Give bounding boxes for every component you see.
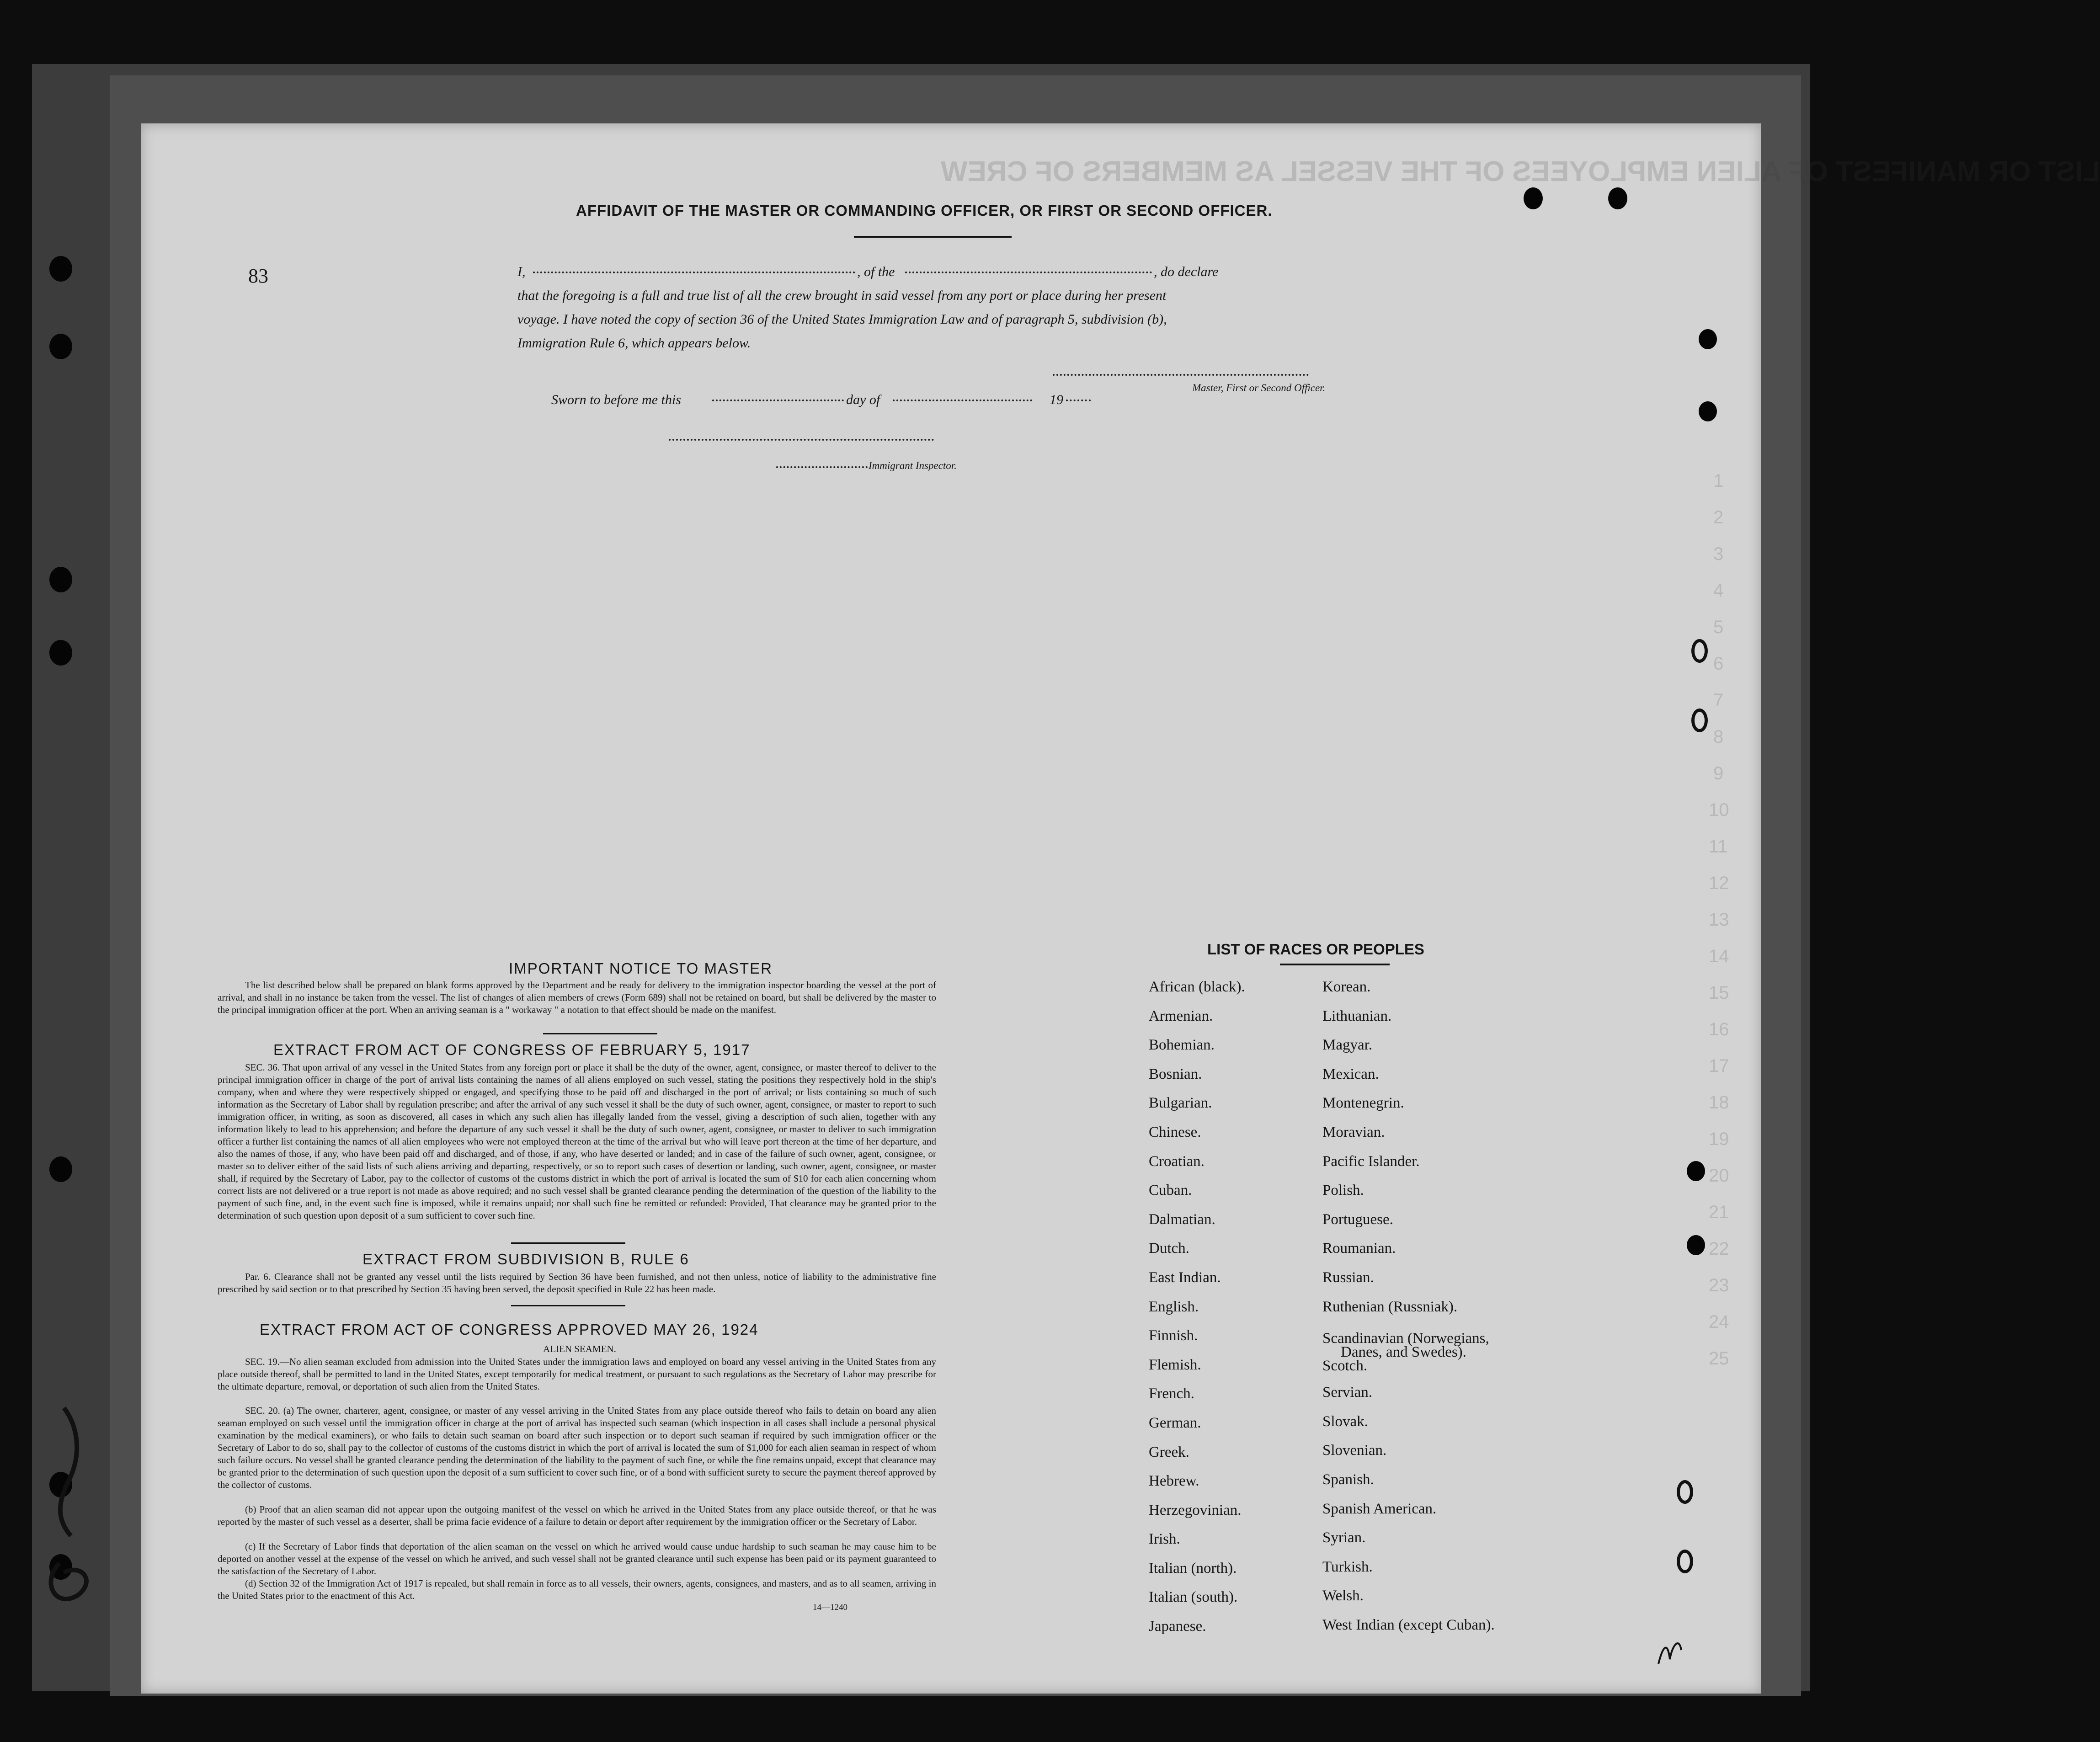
race-item: Irish.: [1149, 1531, 1180, 1548]
master-signature-line[interactable]: [1053, 374, 1309, 376]
races-title: LIST OF RACES OR PEOPLES: [1207, 941, 1424, 958]
bleed-through-rownum: 25: [1709, 1348, 1729, 1369]
extract-1917-rule: [511, 1242, 625, 1244]
race-item: Slovenian.: [1322, 1442, 1387, 1459]
page-hole: [1691, 639, 1708, 663]
races-left-column: [1149, 973, 1245, 1641]
extract-1924-sec20d: (d) Section 32 of the Immigration Act of 1917 is repealed, but shall remain in force as to all vessels, their owners, agents, consignees, and masters, and as to all seamen, arriving in the United States prior to the enactment of this Act.: [218, 1578, 936, 1601]
bleed-through-rownum: 4: [1713, 581, 1724, 601]
manifest-page: [141, 123, 2100, 1694]
page-hole: [1687, 1161, 1705, 1181]
race-item: Chinese.: [1149, 1124, 1201, 1140]
sworn-day-blank[interactable]: [712, 400, 844, 401]
bleed-through-rownum: 3: [1713, 544, 1724, 564]
bleed-through-rownum: 24: [1709, 1312, 1729, 1332]
race-item: German.: [1149, 1414, 1201, 1431]
race-item: Syrian.: [1322, 1529, 1366, 1546]
affidavit-line-2: that the foregoing is a full and true list of all the crew brought in said vessel from any port or place during her present: [517, 288, 1167, 303]
race-item: French.: [1149, 1385, 1194, 1402]
race-item: Scotch.: [1322, 1358, 1368, 1374]
extract-1924-title: EXTRACT FROM ACT OF CONGRESS APPROVED MAY 26, 1924: [260, 1321, 759, 1338]
race-item: Servian.: [1322, 1384, 1373, 1401]
race-item: West Indian (except Cuban).: [1322, 1616, 1495, 1633]
race-item: Greek.: [1149, 1444, 1189, 1460]
bleed-through-rownum: 17: [1709, 1056, 1729, 1076]
affidavit-line-4: Immigration Rule 6, which appears below.: [517, 336, 751, 351]
page-hole: [1677, 1480, 1693, 1504]
page-hole: [1608, 187, 1627, 209]
race-item: Moravian.: [1322, 1124, 1385, 1140]
bleed-through-rownum: 21: [1709, 1202, 1729, 1222]
affidavit-title-rule: [854, 236, 1012, 238]
day-of-label: day of: [846, 392, 880, 407]
extract-1924-sec20b: (b) Proof that an alien seaman did not appear upon the outgoing manifest of the vessel on which he arrived in the United States from any place outside thereof, or that he was reported by the master of such vessel as a deserter, shall be prima facie evidence of a failure to detain or deport after requirement by the immigration officer or the Secretary of Labor.: [218, 1504, 936, 1527]
bleed-through-rownum: 23: [1709, 1275, 1729, 1295]
page-number: 83: [248, 265, 268, 287]
race-item: Montenegrin.: [1322, 1095, 1404, 1112]
race-item: Mexican.: [1322, 1065, 1379, 1082]
page-hole: [1524, 187, 1543, 209]
extract-1917-title: EXTRACT FROM ACT OF CONGRESS OF FEBRUARY 5, 1917: [273, 1041, 751, 1058]
race-item: Bulgarian.: [1149, 1095, 1212, 1112]
race-item: Magyar.: [1322, 1037, 1373, 1054]
race-item: Spanish.: [1322, 1471, 1374, 1488]
bleed-through-rownum: 22: [1709, 1239, 1729, 1259]
bleed-through-rownum: 13: [1709, 910, 1729, 930]
extract-1924-sec19: SEC. 19.—No alien seaman excluded from admission into the United States under the immigration laws and employed on board any vessel arriving in the United States from any place outside thereof, shall be permitted to land in the United States, except temporarily for medical treatment, or pursuant to such regulations as the Secretary of Labor may prescribe for the ultimate departure, removal, or deportation of such alien from the United States.: [218, 1356, 936, 1392]
affidavit-of-the: , of the: [857, 264, 895, 279]
race-item: Korean.: [1322, 979, 1371, 995]
binder-hole: [49, 256, 72, 282]
master-name-blank[interactable]: [533, 272, 855, 273]
race-item: Dutch.: [1149, 1240, 1189, 1257]
race-item: Bohemian.: [1149, 1037, 1215, 1054]
bleed-through-heading: LIST OR MANIFEST OF ALIEN EMPLOYEES OF THE VESSEL AS MEMBERS OF CREW: [941, 156, 2100, 187]
extract-1924-sec20a: SEC. 20. (a) The owner, charterer, agent, consignee, or master of any vessel arriving in the United States from any place outside thereof who fails to detain on board any alien seaman employed on such vessel until the immigration officer in charge at the port of arrival has inspected such seaman (which inspection in all cases shall include a personal physical examination by the medical examiners), or who fails to detain such seaman on board after such inspection or to deport such seaman if required by such immigration officer or the Secretary of Labor to do so, shall pay to the collector of customs of the customs district in which the port of arrival is located the sum of $1,000 for each alien seaman in respect of whom such failure occurs. No vessel shall be granted clearance pending the determination of the liability to the payment of such fine, or while the fine remains unpaid, except that clearance may be granted prior to the determination of such question upon the deposit of a sum sufficient to cover such fine, or of a bond with sufficient surety to secure the payment thereof approved by the collector of customs.: [218, 1405, 936, 1490]
page-hole: [1687, 1235, 1705, 1255]
pen-mark: [1654, 1632, 1690, 1668]
binder-hole: [49, 567, 72, 592]
extract-1924-sec20c: (c) If the Secretary of Labor finds that deportation of the alien seaman on the vessel on which he arrived would cause undue hardship to such seaman he may cause him to be deported on another vessel at the expense of the vessel on which he arrived, and such vessel shall not be granted clearance until such expense has been paid or its payment guaranteed to the satisfaction of the Secretary of Labor.: [218, 1541, 936, 1577]
race-item: Japanese.: [1149, 1618, 1206, 1635]
bleed-through-rownum: 7: [1713, 690, 1724, 710]
race-item: East Indian.: [1149, 1269, 1221, 1286]
handwritten-mark: [27, 1399, 101, 1614]
race-item: Spanish American.: [1322, 1500, 1437, 1517]
race-item: Herzegovinian.: [1149, 1502, 1242, 1518]
binder-hole: [49, 640, 72, 666]
page-hole: [1691, 709, 1708, 732]
race-item: Finnish.: [1149, 1327, 1198, 1344]
race-item: Hebrew.: [1149, 1473, 1199, 1490]
race-item: English.: [1149, 1298, 1199, 1315]
inspector-name-line[interactable]: [776, 466, 868, 468]
sworn-year-blank[interactable]: [1066, 400, 1091, 401]
inspector-label: Immigrant Inspector.: [869, 460, 957, 471]
races-right-column: [1322, 973, 1495, 1640]
rule6-title: EXTRACT FROM SUBDIVISION B, RULE 6: [362, 1251, 689, 1268]
affidavit-title: AFFIDAVIT OF THE MASTER OR COMMANDING OFFICER, OR FIRST OR SECOND OFFICER.: [576, 202, 1273, 219]
race-item: Flemish.: [1149, 1356, 1201, 1373]
bleed-through-rownum: 20: [1709, 1166, 1729, 1186]
race-item: African (black).: [1149, 979, 1245, 995]
race-item: Pacific Islander.: [1322, 1153, 1420, 1170]
race-item: Welsh.: [1322, 1588, 1364, 1604]
race-item: Cuban.: [1149, 1182, 1192, 1199]
race-item: Roumanian.: [1322, 1240, 1396, 1257]
bleed-through-rownum: 18: [1709, 1092, 1729, 1113]
inspector-signature-line[interactable]: [669, 439, 934, 441]
races-title-rule: [1280, 964, 1390, 965]
year-prefix-label: 19: [1050, 392, 1063, 407]
bleed-through-rownum: 6: [1713, 654, 1724, 674]
race-item: Danes, and Swedes).: [1341, 1344, 1466, 1361]
race-item: Italian (north).: [1149, 1560, 1237, 1577]
bleed-through-rownum: 1: [1713, 471, 1724, 491]
bleed-through-rownum: 15: [1709, 983, 1729, 1003]
bleed-through-rownum: 2: [1713, 507, 1724, 527]
race-item: Turkish.: [1322, 1558, 1373, 1575]
bleed-through-rownum: 10: [1709, 800, 1729, 820]
race-item: Portuguese.: [1322, 1211, 1393, 1228]
bleed-through-rownum: 11: [1709, 836, 1728, 857]
race-item: Lithuanian.: [1322, 1007, 1392, 1024]
binder-hole: [49, 1156, 72, 1182]
affidavit-i: I,: [517, 264, 526, 279]
notice-rule: [543, 1033, 657, 1034]
page-hole: [1699, 329, 1717, 349]
bleed-through-rownum: 12: [1709, 873, 1729, 893]
rule6-rule: [511, 1305, 625, 1306]
page-hole: [1677, 1550, 1693, 1573]
affidavit-declare: , do declare: [1154, 264, 1219, 279]
race-item: Italian (south).: [1149, 1589, 1238, 1606]
vessel-name-blank[interactable]: [905, 272, 1152, 273]
bleed-through-rownum: 8: [1713, 727, 1724, 747]
bleed-through-rownum: 19: [1709, 1129, 1729, 1149]
bleed-through-rownum: 14: [1709, 946, 1729, 966]
page-hole: [1699, 401, 1717, 421]
affidavit-line-3: voyage. I have noted the copy of section 36 of the United States Immigration Law and of paragraph 5, subdivision (b),: [517, 312, 1167, 327]
master-signature-label: Master, First or Second Officer.: [1192, 382, 1326, 394]
race-item: Croatian.: [1149, 1153, 1205, 1170]
bleed-through-rownum: 9: [1713, 763, 1724, 783]
rule6-text: Par. 6. Clearance shall not be granted any vessel until the lists required by Section 36 have been furnished, and not then unless, notice of liability to the administrative fine prescribed by said section or to that prescribed by Section 35 having been served, the deposit specified in Rule 22 has been made.: [218, 1271, 936, 1295]
notice-title: IMPORTANT NOTICE TO MASTER: [509, 960, 773, 977]
race-item: Slovak.: [1322, 1413, 1368, 1430]
bleed-through-rownum: 5: [1713, 617, 1724, 637]
binder-hole: [49, 334, 72, 359]
race-item: Bosnian.: [1149, 1065, 1202, 1082]
notice-text: The list described below shall be prepared on blank forms approved by the Department and be ready for delivery to the immigration inspector boarding the vessel at the port of arrival, and shall in no instance be taken from the vessel. The list of changes of alien members of crews (Form 689) shall not be retained on board, but shall be delivered by the master to the principal immigration officer at the port. When an arriving seaman is a " workaway " a notation to that effect should be made on the manifest.: [218, 980, 936, 1015]
race-item: Russian.: [1322, 1269, 1374, 1286]
race-item: Armenian.: [1149, 1007, 1213, 1024]
sworn-month-blank[interactable]: [893, 400, 1032, 401]
extract-1924-subtitle: ALIEN SEAMEN.: [543, 1343, 616, 1354]
race-item: Dalmatian.: [1149, 1211, 1215, 1228]
sworn-before-label: Sworn to before me this: [551, 392, 681, 407]
form-number: 14—1240: [813, 1603, 847, 1612]
extract-1917-text: SEC. 36. That upon arrival of any vessel in the United States from any foreign port or place it shall be the duty of the owner, agent, consignee, or master thereof to deliver to the principal immigration officer in charge of the port of arrival lists containing the names of all aliens employed on such vessel, stating the positions they respectively hold in the ship's company, when and where they were respectively shipped or engaged, and specifying those to be paid off and discharged in the port of arrival; or lists containing so much of such information as the Secretary of Labor shall by regulation prescribe; and after the arrival of any such vessel it shall be the duty of such owner, agent, consignee, or master to report to such immigration officer, in writing, as soon as discovered, all cases in which any such alien has illegally landed from the vessel, giving a description of such alien, together with any information likely to lead to his apprehension; and before the departure of any such vessel it shall be the duty of such owner, agent, consignee, or master to deliver to such immigration officer a further list containing the names of all alien employees who were not employed thereon at the time of the arrival but who will leave port thereon at the time of her departure, and also the names of those, if any, who have been paid off and discharged, and of those, if any, who have deserted or landed; and in case of the failure of such owner, agent, consignee, or master so to deliver either of the said lists of such aliens arriving and departing, respectively, or so to report such cases of desertion or landing, such owner, agent, consignee, or master shall, if required by the Secretary of Labor, pay to the collector of customs of the customs district in which the port of arrival is located the sum of $10 for each alien concerning whom correct lists are not delivered or a true report is not made as above required; and no such vessel shall be granted clearance pending the determination of the question of the liability to the payment of such fine, and, in the event such fine is imposed, while it remains unpaid; nor shall such fine be remitted or refunded: Provided, That clearance may be granted prior to the determination of such question upon deposit of a sum sufficient to cover such fine.: [218, 1062, 936, 1221]
race-item: Ruthenian (Russniak).: [1322, 1298, 1458, 1315]
race-item: Scandinavian (Norwegians,: [1322, 1330, 1489, 1347]
bleed-through-rownum: 16: [1709, 1019, 1729, 1039]
race-item: Polish.: [1322, 1182, 1364, 1199]
